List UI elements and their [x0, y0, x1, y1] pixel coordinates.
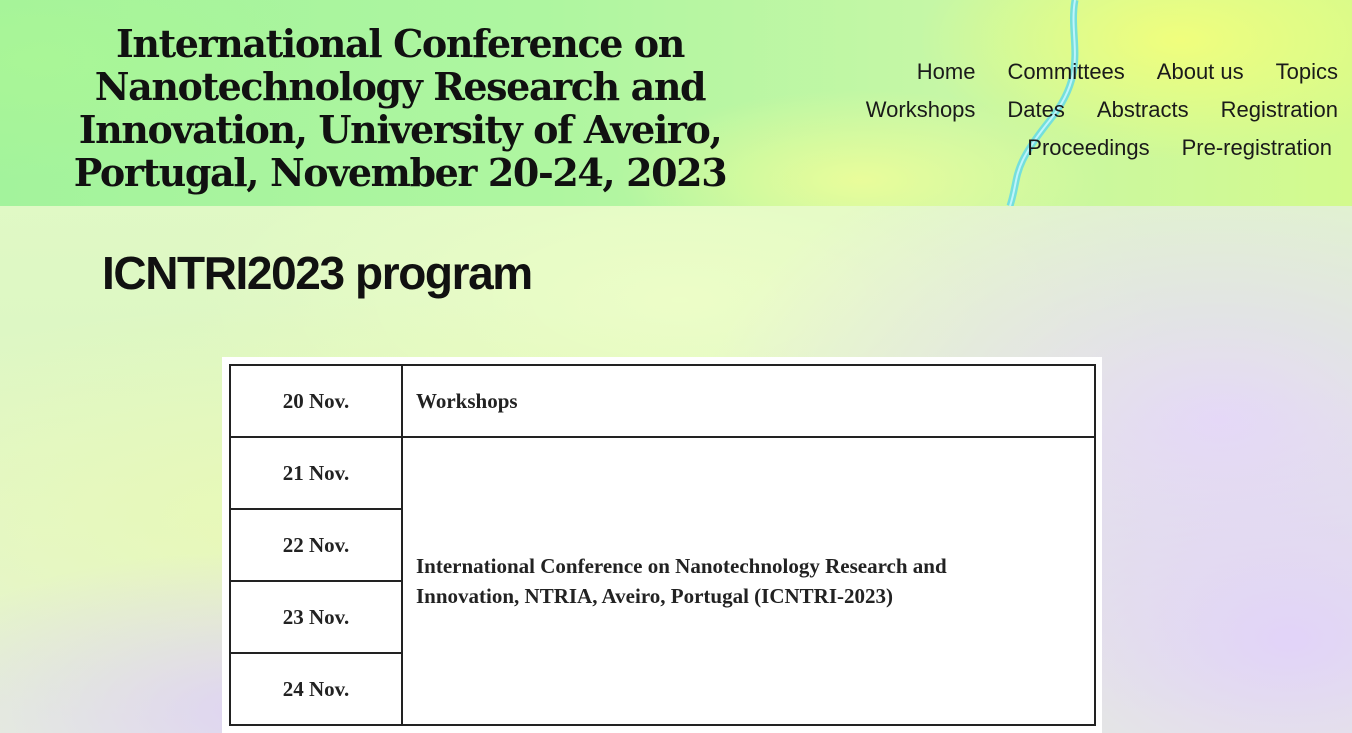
- date-cell: 21 Nov.: [230, 437, 402, 509]
- program-table-container: [222, 357, 1102, 733]
- date-cell: 24 Nov.: [230, 653, 402, 725]
- program-table: [229, 364, 1096, 726]
- nav-row: [798, 129, 1338, 167]
- nav-link-pre-registration[interactable]: Pre-registration: [1181, 135, 1332, 160]
- date-cell: 23 Nov.: [230, 581, 402, 653]
- event-cell-conference: International Conference on Nanotechnology Research and Innovation, NTRIA, Aveiro, Portugal (ICNTRI-2023): [402, 437, 1095, 725]
- main-nav: [798, 53, 1338, 167]
- table-row: [230, 365, 1095, 437]
- nav-link-about-us[interactable]: About us: [1156, 59, 1244, 84]
- nav-link-home[interactable]: Home: [916, 59, 976, 84]
- site-title: International Conference on Nanotechnology Research and Innovation, University of Aveiro, Portugal, November 20-24, 2023: [73, 21, 727, 195]
- nav-link-registration[interactable]: Registration: [1220, 97, 1338, 122]
- page-title: ICNTRI2023 program: [102, 247, 532, 299]
- nav-row: [798, 91, 1338, 129]
- date-cell: 22 Nov.: [230, 509, 402, 581]
- nav-link-dates[interactable]: Dates: [1007, 97, 1065, 122]
- event-cell-workshops: Workshops: [402, 365, 1095, 437]
- nav-link-proceedings[interactable]: Proceedings: [1027, 135, 1150, 160]
- date-cell: 20 Nov.: [230, 365, 402, 437]
- site-header: [0, 0, 1352, 206]
- table-row: [230, 437, 1095, 509]
- nav-link-abstracts[interactable]: Abstracts: [1096, 97, 1189, 122]
- nav-link-committees[interactable]: Committees: [1007, 59, 1125, 84]
- nav-link-workshops[interactable]: Workshops: [865, 97, 976, 122]
- nav-row: [798, 53, 1338, 91]
- nav-link-topics[interactable]: Topics: [1275, 59, 1338, 84]
